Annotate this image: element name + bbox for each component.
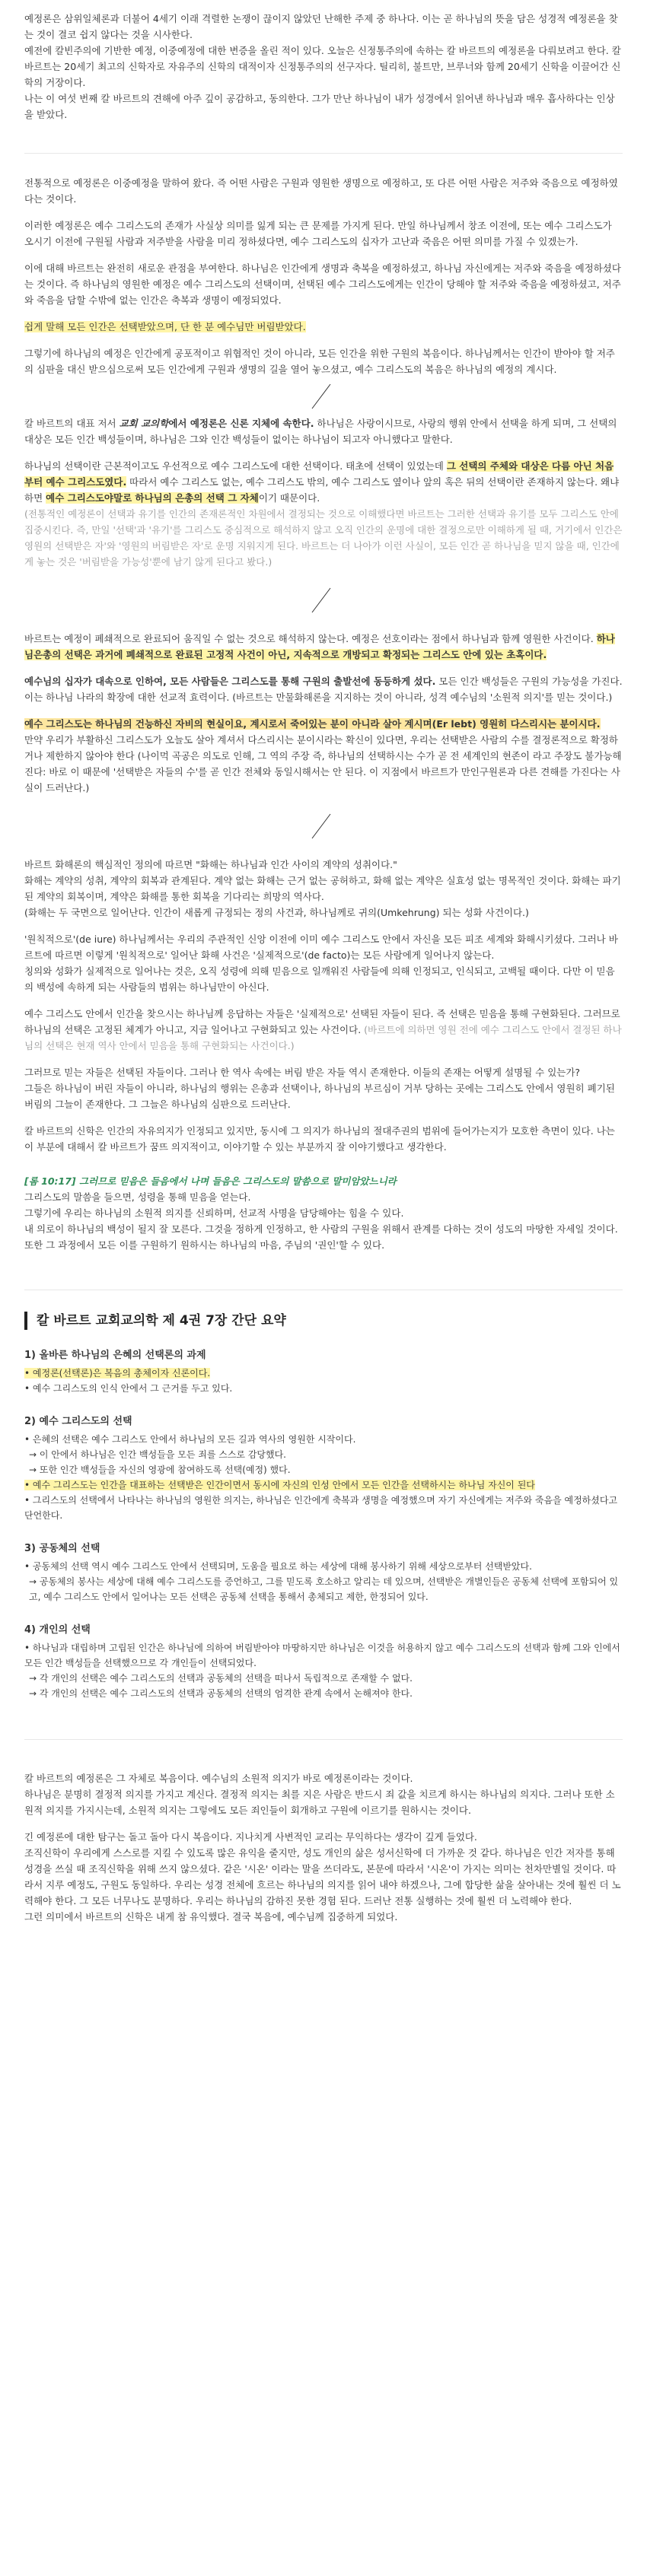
summary-section-heading: 3) 공동체의 선택: [24, 1543, 100, 1554]
body-paragraph: 예수 그리스도 안에서 인간을 찾으시는 하나님께 응답하는 자들은 '실제적으로' 선택된 자들이 된다. 즉 선택은 믿음을 통해 구현화된다. 그러므로 하나님의 선택은 고정된 체계가 아니고, 지금 일어나고 구현화되고 있는 사건이다. (바르트에 의하면 영원 전에 예수 그리스도 안에서 결정된 하나님의 선택은 현재 역사 안에서 믿음을 통해 구현화되는 사건이다.): [24, 1008, 622, 1051]
intro-paragraph: 나는 이 여섯 번째 칼 바르트의 견해에 아주 깊이 공감하고, 동의한다. 그가 만난 하나님이 내가 성경에서 읽어낸 하나님과 매우 흡사하다는 인상을 받았다.: [24, 93, 615, 120]
body-paragraph: 이에 대해 바르트는 완전히 새로운 관점을 부여한다. 하나님은 인간에게 생명과 축복을 예정하셨고, 하나님 자신에게는 저주와 죽음을 예정하셨다는 것이다. 즉 하나님의 영원한 예정은 예수 그리스도의 선택이며, 선택된 예수 그리스도에게는 인간이 당해야 할 저주와 죽음을 예정하셨고, 저주와 죽음을 담할 수밖에 없는 인간은 축복과 생명이 예정되었다.: [24, 262, 621, 306]
summary-section-heading: 4) 개인의 선택: [24, 1624, 91, 1636]
gray-note: (전통적인 예정론이 선택과 유기를 인간의 존재론적인 차원에서 결정되는 것으로 이해했다면 바르트는 그러한 선택과 유기를 모두 그리스도 안에 집중시킨다. 즉, 만일 '선택'과 '유기'를 그리스도 중심적으로 해석하지 않고 오직 인간의 운명에 대한 결정으로만 이해하게 될 때, 거기에서 인간은 영원의 선택받은 자'와 '영원의 버림받은 자'로 운명 지워지게 된다. 바르트는 더 나아가 이런 사실이, 모든 인간 곧 하나님을 믿지 않을 때, 인간에게 놓는 것은 '버림받을 가능성'뿐에 남기 않게 된다고 봤다.): [24, 508, 623, 568]
body-paragraph: 만약 우리가 부활하신 그리스도가 오늘도 살아 계셔서 다스리시는 분이시라는 확신이 있다면, 우리는 선택받은 사람의 수를 결정론적으로 확정하거나 제한하지 않아야 한다 (나이먹 곡공은 의도로 인해, 그 역의 주장 즉, 하나님의 선택하시는 수가 곧 전 세계인의 현존이 라고 주장도 불가능해진다: 바로 이 때문에 '선택받은 자들의 수'를 곧 인간 전체와 동일시해서는 안 된다. 이 지점에서 바르트가 만인구원론과 다른 견해를 가진다는 사실이 드러난다.): [24, 734, 622, 793]
intro-paragraph: 예정론은 삼위일체론과 더불어 4세기 이래 격렬한 논쟁이 끊이지 않았던 난해한 주제 중 하나다. 이는 곧 하나님의 뜻을 담은 성경적 예정론을 찾는 것이 결코 쉽지 않다는 것을 시사한다.: [24, 13, 618, 40]
summary-sub-bullet: → 각 개인의 선택은 예수 그리스도의 선택과 공동체의 선택의 엄격한 관계 속에서 논해져야 한다.: [29, 1688, 413, 1699]
summary-heading: 칼 바르트 교회교의학 제 4권 7장 간단 요약: [24, 1312, 623, 1330]
summary-sub-bullet: → 각 개인의 선택은 예수 그리스도의 선택과 공동체의 선택을 떠나서 독립적으로 존재할 수 없다.: [29, 1673, 413, 1684]
summary-section-heading: 1) 올바른 하나님의 은혜의 선택론의 과제: [24, 1350, 206, 1361]
horizontal-divider: [24, 153, 623, 154]
body-paragraph: 그런 의미에서 바르트의 신학은 내게 참 유익했다. 결국 복음에, 예수님께 집중하게 되었다.: [24, 1911, 398, 1922]
body-paragraph: 예수님의 십자가 대속으로 인하여, 모든 사람들은 그리스도를 통해 구원의 출발선에 동등하게 섰다. 모든 인간 백성들은 구원의 가능성을 가진다. 이는 하나님 나라의 확장에 대한 선교적 효력이다. (바르트는 만물화해론을 지지하는 것이 아니라, 성격 예수님의 '소원적 의지'를 믿는 것이다.): [24, 676, 623, 703]
body-paragraph: 그렇기에 하나님의 예정은 인간에게 공포적이고 위협적인 것이 아니라, 모든 인간을 위한 구원의 복음이다. 하나님께서는 인간이 받아야 할 저주의 심판을 대신 받으심으로써 모든 인간에게 구원과 생명의 길을 열어 놓으셨고, 예수 그리스도의 복음은 하나님의 예정의 계시다.: [24, 348, 615, 375]
body-paragraph: 내 의로이 하나님의 백성이 될지 잘 모른다. 그것을 정하게 인정하고, 한 사람의 구원을 위해서 관계를 다하는 것이 성도의 마땅한 자세일 것이다.: [24, 1223, 618, 1235]
body-paragraph: 칼 바르트의 예정론은 그 자체로 복음이다. 예수님의 소원적 의지가 바로 예정론이라는 것이다.: [24, 1773, 413, 1784]
body-paragraph: 그리스도의 말씀을 들으면, 성령을 통해 믿음을 얻는다.: [24, 1191, 251, 1203]
body-paragraph: 그러므로 믿는 자들은 선택된 자들이다. 그러나 한 역사 속에는 버림 받은 자들 역시 존재한다. 이들의 존재는 어떻게 설명될 수 있는가?: [24, 1067, 581, 1078]
slash-divider-icon: [306, 585, 336, 615]
body-paragraph: 그들은 하나님이 버린 자들이 아니라, 하나님의 행위는 은총과 선택이나, 하나님의 부르심이 거부 당하는 곳에는 그리스도 안에서 영원히 폐기된 버림의 그늘이 존재한다. 그 그늘은 하나님의 심판으로 드러난다.: [24, 1083, 615, 1110]
post-content: [24, 11, 623, 1925]
summary-bullet: • 은혜의 선택은 예수 그리스도 안에서 하나님의 모든 길과 역사의 영원한 시작이다.: [24, 1434, 356, 1445]
highlighted-statement: 쉽게 말해 모든 인간은 선택받았으며, 단 한 분 예수님만 버림받았다.: [24, 321, 306, 332]
intro-paragraph: 예전에 칼빈주의에 기반한 예정, 이중예정에 대한 변증을 올린 적이 있다. 오늘은 신정통주의에 속하는 칼 바르트의 예정론을 다뤄보려고 한다. 칼 바르트는 20세기 최고의 신학자로 자유주의 신학의 대적이자 신정통주의의 선구자다. 틸리히, 불트만, 브루너와 함께 20세기 신학을 이끌어간 신학의 거장이다.: [24, 45, 621, 88]
slash-divider: [24, 377, 623, 415]
summary-sub-bullet: → 또한 인간 백성들을 자신의 영광에 참여하도록 선택(예정) 했다.: [29, 1465, 291, 1475]
body-paragraph: (화해는 두 국면으로 일어난다. 인간이 새롭게 규정되는 정의 사건과, 하나님께로 귀의(Umkehrung) 되는 성화 사건이다.): [24, 907, 529, 918]
body-paragraph: 또한 그 과정에서 모든 이를 구원하기 원하시는 하나님의 마음, 주님의 '권인'할 수 있다.: [24, 1239, 385, 1251]
summary-section-heading: 2) 예수 그리스도의 선택: [24, 1416, 132, 1427]
summary-bullet: • 그리스도의 선택에서 나타나는 하나님의 영원한 의지는, 하나님은 인간에게 축복과 생명을 예정했으며 자기 자신에게는 저주와 죽음을 예정하셨다고 단언한다.: [24, 1495, 618, 1521]
body-paragraph: 화해는 계약의 성취, 계약의 회복과 관계된다. 계약 없는 화해는 근거 없는 공허하고, 화해 없는 계약은 실효성 없는 명목적인 것이다. 화해는 파기된 계약의 회복이며, 계약은 화해를 통한 회복을 기다리는 희망의 역사다.: [24, 875, 621, 902]
body-paragraph: 하나님의 선택이란 근본적이고도 우선적으로 예수 그리스도에 대한 선택이다. 태초에 선택이 있었는데 그 선택의 주체와 대상은 다름 아닌 처음부터 예수 그리스도였다. 따라서 예수 그리스도 없는, 예수 그리스도 밖의, 예수 그리스도 옆이나 앞의 혹은 뒤의 선택이란 존재하지 않는다. 왜냐하면 예수 그리스도야말로 하나님의 은총의 선택 그 자체이기 때문이다.: [24, 460, 620, 504]
body-paragraph: 칭의와 성화가 실제적으로 일어나는 것은, 오직 성령에 의해 믿음으로 일깨워진 사람들에 의해 인정되고, 인식되고, 고백될 때이다. 다만 이 믿음의 백성에 속하게 되는 사람들의 범위는 하나님만이 아신다.: [24, 965, 615, 993]
summary-bullet: • 예정론(선택론)은 복음의 총체이자 신론이다.: [24, 1368, 211, 1379]
body-paragraph: 하나님은 분명히 결정적 의지를 가지고 계신다. 결정적 의지는 최를 지은 사람은 반드시 죄 값을 치르게 하시는 하나님의 의지다. 그러나 또한 소원적 의지를 가지시는데, 소원적 의지는 그렇에도 모든 죄인들이 회개하고 구원에 이르기를 원하시는 것이다.: [24, 1789, 615, 1816]
bible-verse: [롬 10:17] 그러므로 믿음은 들음에서 나며 들음은 그리스도의 말씀으로 말미암았느니라: [24, 1175, 397, 1187]
body-paragraph: 그렇기에 우리는 하나님의 소원적 의지를 신뢰하며, 선교적 사명을 담당해야는 힘을 수 있다.: [24, 1207, 404, 1219]
body-paragraph: 전통적으로 예정론은 이중예정을 말하여 왔다. 즉 어떤 사람은 구원과 영원한 생명으로 예정하고, 또 다른 어떤 사람은 저주와 죽음으로 예정하였다는 것이다.: [24, 177, 618, 205]
body-paragraph: 바르트 화해론의 핵심적인 정의에 따르면 "화해는 하나님과 인간 사이의 계약의 성취이다.": [24, 859, 397, 870]
body-paragraph: '원칙적으로'(de iure) 하나님께서는 우리의 주관적인 신앙 이전에 이미 예수 그리스도 안에서 자신을 모든 피조 세계와 화해시키셨다. 그러나 바르트에 따르면 이렇게 '원칙적으로' 일어난 화해 사건은 '실제적으로'(de facto)는 모든 사람에게 일어나지 않는다.: [24, 933, 618, 961]
summary-bullet: • 하나님과 대립하며 고립된 인간은 하나님에 의하여 버림받아야 마땅하지만 하나님은 이것을 허용하지 않고 예수 그리스도의 선택과 함께 그와 인에서 모든 인간 백성들을 선택했으므로 각 개인들이 선택되었다.: [24, 1643, 620, 1668]
body-paragraph: 이러한 예정론은 예수 그리스도의 존재가 사실상 의미를 잃게 되는 큰 문제를 가지게 된다. 만일 하나님께서 창조 이전에, 또는 예수 그리스도가 오시기 이전에 구원될 사람과 저주받을 사람을 미리 정하셨다면, 예수 그리스도의 십자가 고난과 죽음은 어떤 의미를 가질 수 있겠는가.: [24, 220, 612, 247]
horizontal-divider: [24, 1739, 623, 1740]
slash-divider-icon: [306, 381, 336, 412]
slash-divider-icon: [306, 811, 336, 841]
summary-bullet: • 예수 그리스도는 인간을 대표하는 선택받은 인간이면서 동시에 자신의 인성 안에서 모든 인간을 선택하시는 하나님 자신이 된다: [24, 1480, 535, 1490]
body-paragraph: 칼 바르트의 신학은 인간의 자유의지가 인정되고 있지만, 동시에 그 의지가 하나님의 절대주권의 범위에 들어가는지가 모호한 측면이 있다. 나는 이 부분에 대해서 칼 바르트가 꿈뜨 의지적이고, 이야기할 수 있는 부분까지 잘 이야기했다고 생각한다.: [24, 1125, 615, 1153]
summary-sub-bullet: → 이 안에서 하나님은 인간 백성들을 모든 죄를 스스로 감당했다.: [29, 1449, 287, 1460]
summary-bullet: • 예수 그리스도의 인식 안에서 그 근거를 두고 있다.: [24, 1383, 233, 1394]
highlighted-statement: 예수 그리스도는 하나님의 건능하신 자비의 현실이요, 계시로서 죽어있는 분이 아니라 살아 계시며(Er lebt) 영원히 다스리시는 분이시다.: [24, 718, 601, 730]
body-paragraph: 바르트는 예정이 폐쇄적으로 완료되어 움직일 수 없는 것으로 해석하지 않는다. 예정은 선호이라는 점에서 하나님과 함께 영원한 사건이다. 하나님은총의 선택은 과거에 폐쇄적으로 완료된 고정적 사건이 아닌, 지속적으로 개방되고 확정되는 그리스도 안에 있는 초혹이다.: [24, 633, 615, 660]
body-paragraph: 조직신학이 우리에게 스스로를 지킬 수 있도록 많은 유익을 줄지만, 성도 개인의 삶은 성서신학에 더 가까운 것 같다. 하나님은 인간 저자를 통해 성경을 쓰실 때 조직신학을 위해 쓰지 않으셨다. 같은 '시온' 이라는 말을 쓰더라도, 본문에 따라서 '시온'이 가지는 의미는 천차만별일 것이다. 따라서 지루 예정도, 구원도 동일하다. 우리는 성경 전체에 흐르는 하나님의 의지를 읽어 내야 하겠으나, 그에 합당한 삶을 살아내는 것에 훨씬 더 노력해야 한다. 그 모든 너무나도 분명하다. 우리는 하나님의 감하진 못한 경험 된다. 드러난 전통 실행하는 것에 훨씬 더 노력해야 한다.: [24, 1847, 621, 1907]
slash-divider: [24, 570, 623, 631]
summary-bullet: • 공동체의 선택 역시 예수 그리스도 안에서 선택되며, 도움을 필요로 하는 세상에 대해 봉사하기 위해 세상으로부터 선택받았다.: [24, 1561, 532, 1572]
body-paragraph: 긴 예정론에 대한 탐구는 돌고 돌아 다시 복음이다. 지나치게 사변적인 교리는 무익하다는 생각이 깊게 들었다.: [24, 1831, 477, 1843]
body-paragraph: 칼 바르트의 대표 저서 교회 교의학에서 예정론은 신론 지체에 속한다. 하나님은 사랑이시므로, 사랑의 행위 안에서 선택을 하게 되며, 그 선택의 대상은 모든 인간 백성들이며, 하나님은 그와 인간 백성들이 없이는 하나님이 되고자 아니했다고 말한다.: [24, 418, 617, 445]
summary-sub-bullet: → 공동체의 봉사는 세상에 대해 예수 그리스도를 증언하고, 그를 믿도록 호소하고 알리는 데 있으며, 선택받은 개별인들은 공동체 선택에 포함되어 있고, 예수 그리스도 안에서 일어나는 모든 선택은 공동체 선택을 통해서 총체되고 제한, 한정되어 있다.: [29, 1576, 619, 1602]
slash-divider: [24, 796, 623, 857]
